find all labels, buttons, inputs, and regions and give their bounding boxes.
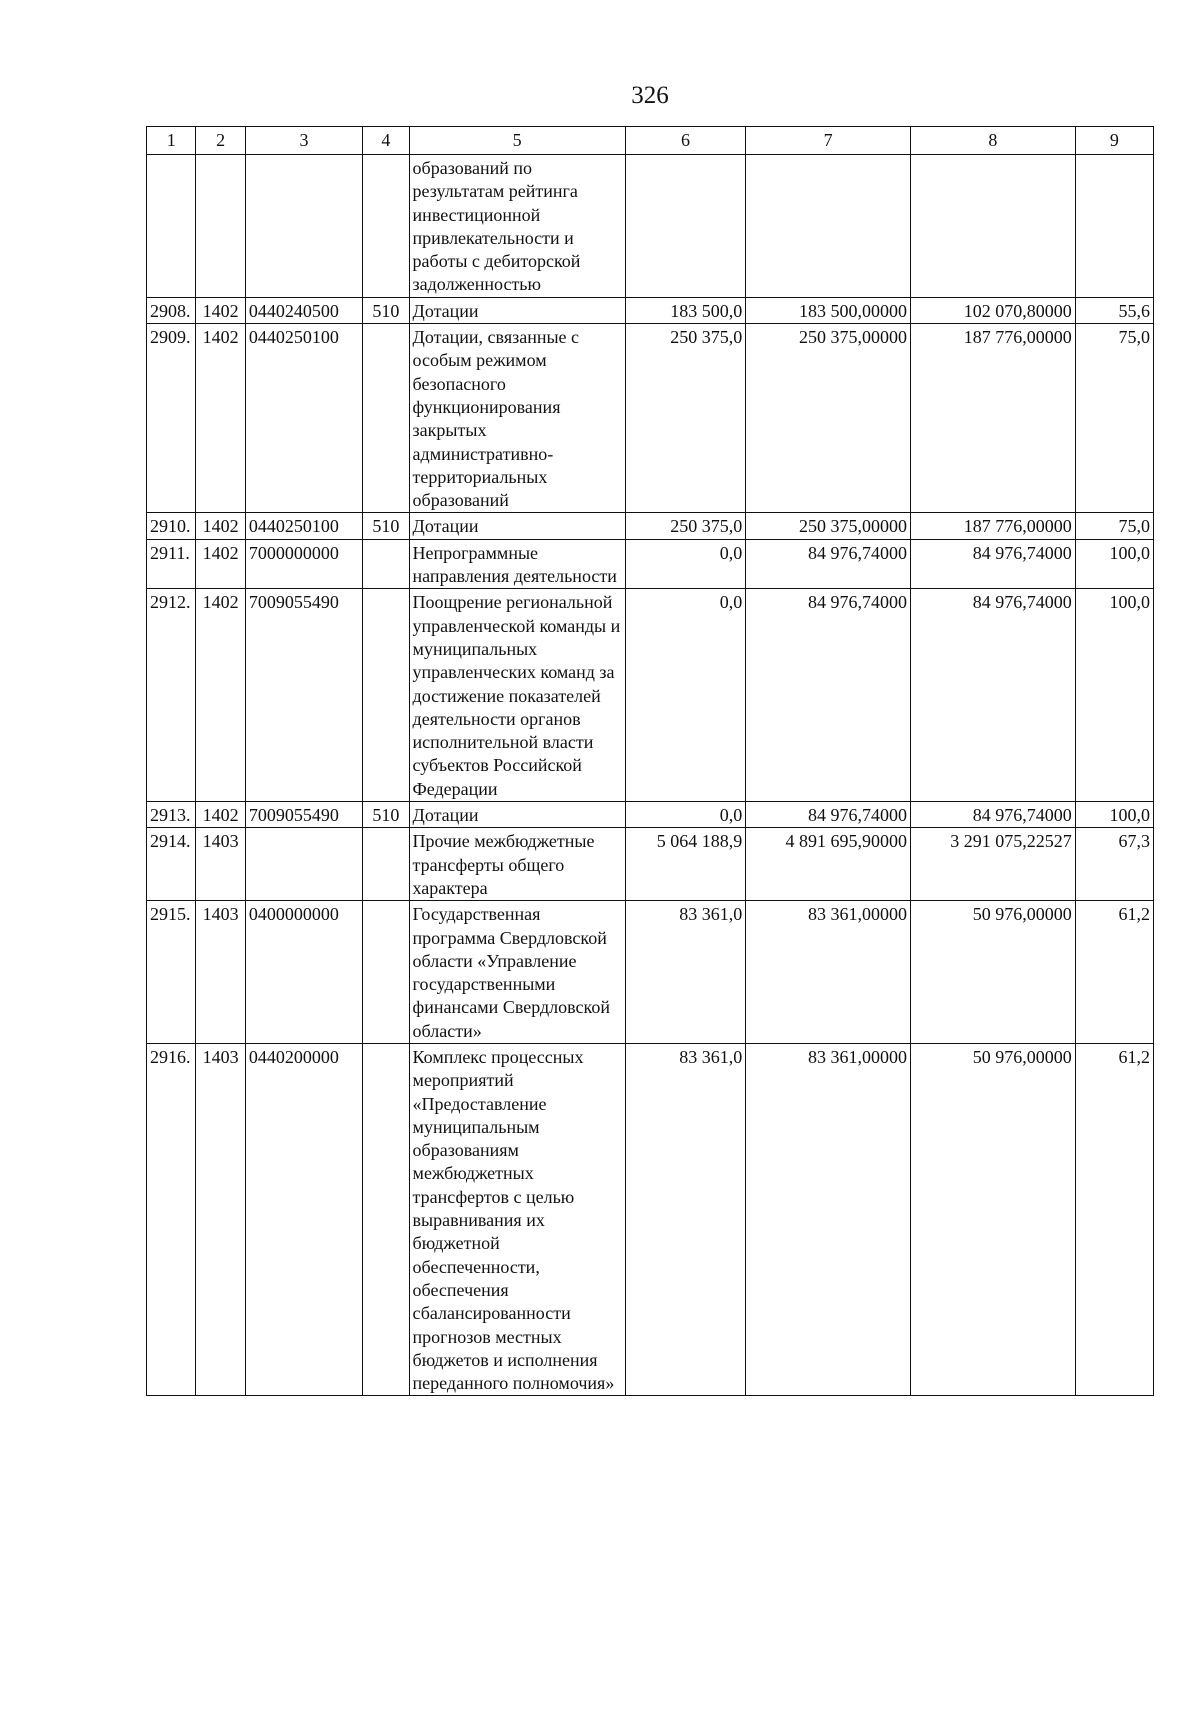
amount-col6: 83 361,0 [625,901,745,1044]
amount-col6: 0,0 [625,802,745,828]
expense-type: 510 [363,802,409,828]
item-name: Комплекс процессных мероприятий «Предоставление муниципальным образованиям межбюджетных трансфертов с целью выравнивания их бюджетной обеспеченности, обеспечения сбалансированности прогнозов местных бюджетов и исполнения переданного полномочия» [409,1043,625,1395]
amount-col8: 3 291 075,22527 [910,828,1075,901]
column-header: 8 [910,127,1075,155]
row-number: 2913. [147,802,196,828]
table-row [147,828,1154,901]
column-header: 6 [625,127,745,155]
amount-col8 [910,155,1075,298]
percent-col9: 100,0 [1075,539,1153,589]
row-number: 2910. [147,513,196,539]
amount-col7: 84 976,74000 [746,539,911,589]
amount-col7: 83 361,00000 [746,1043,911,1395]
section-code: 1403 [196,828,245,901]
item-name: Дотации [409,297,625,323]
item-name: Непрограммные направления деятельности [409,539,625,589]
percent-col9: 75,0 [1075,513,1153,539]
amount-col8: 84 976,74000 [910,802,1075,828]
table-row [147,513,1154,539]
amount-col7: 84 976,74000 [746,802,911,828]
table-row [147,539,1154,589]
percent-col9: 100,0 [1075,802,1153,828]
percent-col9: 61,2 [1075,1043,1153,1395]
target-code [245,828,362,901]
page-number: 326 [631,82,669,109]
row-number: 2911. [147,539,196,589]
table-row [147,589,1154,802]
percent-col9: 75,0 [1075,324,1153,513]
percent-col9: 100,0 [1075,589,1153,802]
amount-col6: 83 361,0 [625,1043,745,1395]
target-code: 0440250100 [245,324,362,513]
item-name: Прочие межбюджетные трансферты общего характера [409,828,625,901]
percent-col9: 55,6 [1075,297,1153,323]
percent-col9: 67,3 [1075,828,1153,901]
expense-type: 510 [363,513,409,539]
target-code: 7009055490 [245,802,362,828]
section-code: 1403 [196,1043,245,1395]
amount-col7: 83 361,00000 [746,901,911,1044]
amount-col7: 4 891 695,90000 [746,828,911,901]
amount-col6: 5 064 188,9 [625,828,745,901]
expense-type [363,1043,409,1395]
table-row [147,297,1154,323]
amount-col6: 0,0 [625,589,745,802]
target-code: 7009055490 [245,589,362,802]
section-code: 1402 [196,802,245,828]
amount-col7: 183 500,00000 [746,297,911,323]
percent-col9 [1075,155,1153,298]
section-code: 1402 [196,539,245,589]
column-header: 7 [746,127,911,155]
section-code: 1402 [196,297,245,323]
section-code: 1402 [196,324,245,513]
column-header: 1 [147,127,196,155]
header-row [147,127,1154,155]
row-number: 2915. [147,901,196,1044]
target-code: 0440200000 [245,1043,362,1395]
column-header: 3 [245,127,362,155]
table-row [147,155,1154,298]
row-number: 2912. [147,589,196,802]
section-code [196,155,245,298]
amount-col8: 50 976,00000 [910,1043,1075,1395]
target-code: 0400000000 [245,901,362,1044]
table-row [147,324,1154,513]
row-number [147,155,196,298]
section-code: 1402 [196,513,245,539]
column-header: 2 [196,127,245,155]
table-row [147,802,1154,828]
amount-col8: 84 976,74000 [910,589,1075,802]
amount-col6: 183 500,0 [625,297,745,323]
table-row [147,901,1154,1044]
item-name: Поощрение региональной управленческой команды и муниципальных управленческих команд за достижение показателей деятельности органов исполнительной власти субъектов Российской Федерации [409,589,625,802]
expense-type [363,589,409,802]
amount-col7: 250 375,00000 [746,513,911,539]
column-header: 4 [363,127,409,155]
budget-table [146,126,1154,1396]
section-code: 1403 [196,901,245,1044]
item-name: Государственная программа Свердловской области «Управление государственными финансами Свердловской области» [409,901,625,1044]
item-name: Дотации [409,802,625,828]
expense-type: 510 [363,297,409,323]
row-number: 2916. [147,1043,196,1395]
column-header: 5 [409,127,625,155]
column-header: 9 [1075,127,1153,155]
item-name: Дотации, связанные с особым режимом безопасного функционирования закрытых административно-территориальных образований [409,324,625,513]
amount-col7: 84 976,74000 [746,589,911,802]
amount-col7: 250 375,00000 [746,324,911,513]
target-code: 0440240500 [245,297,362,323]
amount-col6 [625,155,745,298]
target-code [245,155,362,298]
expense-type [363,828,409,901]
row-number: 2909. [147,324,196,513]
amount-col6: 0,0 [625,539,745,589]
percent-col9: 61,2 [1075,901,1153,1044]
amount-col8: 102 070,80000 [910,297,1075,323]
amount-col8: 187 776,00000 [910,513,1075,539]
expense-type [363,324,409,513]
amount-col6: 250 375,0 [625,324,745,513]
item-name: Дотации [409,513,625,539]
amount-col7 [746,155,911,298]
section-code: 1402 [196,589,245,802]
table-row [147,1043,1154,1395]
amount-col8: 84 976,74000 [910,539,1075,589]
item-name: образований по результатам рейтинга инвестиционной привлекательности и работы с дебиторской задолженностью [409,155,625,298]
target-code: 0440250100 [245,513,362,539]
expense-type [363,155,409,298]
target-code: 7000000000 [245,539,362,589]
row-number: 2908. [147,297,196,323]
amount-col8: 187 776,00000 [910,324,1075,513]
amount-col8: 50 976,00000 [910,901,1075,1044]
row-number: 2914. [147,828,196,901]
amount-col6: 250 375,0 [625,513,745,539]
expense-type [363,539,409,589]
expense-type [363,901,409,1044]
